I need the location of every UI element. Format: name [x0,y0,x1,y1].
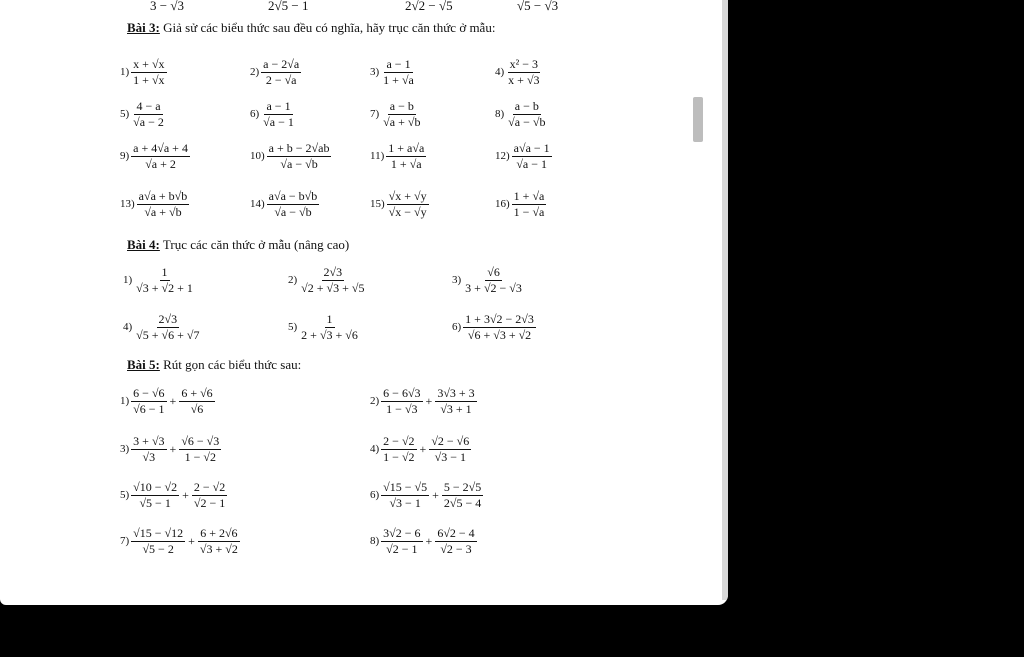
fraction-first-term [131,527,185,555]
item-number: 2) [250,66,260,79]
fraction-denominator: √5 − 1 [139,495,171,510]
bai4-item [452,266,524,294]
fraction-denominator: 1 + √a [383,72,414,87]
bai5-item [370,527,477,555]
fraction-first-term [131,387,166,415]
fraction-numerator: a − 1 [266,99,291,113]
fraction [131,58,166,86]
fraction-denominator: √5 + √6 + √7 [136,327,200,342]
fraction-denominator: √5 − 2 [142,541,174,556]
fraction [463,266,524,294]
fraction-first-term [381,435,416,463]
plus-sign: + [419,441,427,456]
fraction-first-term [381,481,429,509]
fraction-denominator: √3 + √2 [199,541,238,556]
bai5-item [120,435,221,463]
fraction-first-term [131,435,166,463]
fraction-denominator: √2 − 1 [386,541,418,556]
item-number: 1) [120,66,130,79]
bai3-item [120,190,189,218]
fraction-numerator: a√a − b√b [268,189,318,203]
plus-sign: + [169,441,177,456]
plus-sign: + [425,533,433,548]
fraction-numerator: 6 − √6 [133,386,165,400]
fraction [512,142,552,170]
fraction-denominator: √2 − 1 [193,495,226,510]
fraction-denominator: 1 − √2 [184,449,216,464]
fraction-denominator: √2 − 3 [440,541,472,556]
item-number: 10) [250,150,265,163]
bai4-label: Bài 4: [127,237,160,252]
fraction-numerator: √15 − √5 [383,480,428,494]
fraction-numerator: 6√2 − 4 [437,526,475,540]
fraction [506,58,541,86]
fraction-denominator: √a − 1 [263,114,294,129]
item-number: 5) [120,489,130,502]
fraction-numerator: 1 + √a [513,189,545,203]
fraction-denominator: √6 [190,401,204,416]
fraction-numerator: √10 − √2 [133,480,178,494]
bai3-item [250,100,296,128]
fraction-numerator: 6 + 2√6 [200,526,238,540]
fraction-denominator: √6 − 1 [133,401,165,416]
fraction [134,266,195,294]
fraction-second-term [179,387,214,415]
item-number: 15) [370,198,385,211]
fraction-numerator: √6 [487,265,500,279]
fraction-denominator: √3 + √2 + 1 [136,280,193,295]
page-right-border [722,0,728,600]
bai3-item [495,142,552,170]
fraction-denominator: 1 − √a [513,204,545,219]
fraction-denominator: 3 + √2 − √3 [465,280,522,295]
fraction-numerator: 1 + 3√2 − 2√3 [465,312,534,326]
fraction-denominator: √a − √b [274,204,312,219]
fraction-denominator: 2 − √a [265,72,297,87]
fraction-denominator: √a − 2 [133,114,164,129]
fraction-numerator: x + √x [133,57,165,71]
plus-sign: + [432,487,439,502]
fraction-numerator: 3 + √3 [133,434,165,448]
bai5-item [370,435,471,463]
fraction-numerator: a − 1 [386,57,411,71]
bai3-item [370,190,429,218]
fraction-numerator: 4 − a [136,99,161,113]
fraction [512,190,547,218]
bai5-label: Bài 5: [127,357,160,372]
fraction-denominator: √3 [142,449,156,464]
bai3-item [495,58,542,86]
plus-sign: + [425,393,433,408]
fraction-numerator: a − b [514,99,539,113]
fraction-numerator: 1 [326,312,333,326]
fraction-denominator: 2√5 − 4 [443,495,482,510]
fraction-numerator: 3√3 + 3 [437,386,475,400]
fraction-denominator: √3 − 1 [389,495,421,510]
fraction-denominator: 1 + √x [133,72,165,87]
bai3-item [495,100,547,128]
fraction-numerator: 6 − 6√3 [383,386,421,400]
bai3-item [370,58,416,86]
plus-sign: + [182,487,189,502]
fraction-denominator: √a + 2 [145,156,176,171]
bai4-item [123,266,195,294]
item-number: 2) [288,274,298,287]
item-number: 7) [120,535,130,548]
bai5-item [370,387,477,415]
bai4-item [123,313,201,341]
fraction [386,142,426,170]
fraction-numerator: 5 − 2√5 [443,480,482,494]
bai3-item [120,142,190,170]
item-number: 4) [123,321,133,334]
fraction-numerator: 2 − √2 [383,434,415,448]
item-number: 12) [495,150,510,163]
fraction [137,190,190,218]
item-number: 11) [370,150,385,163]
item-number: 13) [120,198,135,211]
fraction [463,313,536,341]
item-number: 4) [370,443,380,456]
fraction-numerator: a − b [389,99,414,113]
fraction-numerator: 6 + √6 [181,386,213,400]
bai3-item [370,100,422,128]
bai5-item [370,481,483,509]
fraction-denominator: 1 + √a [390,156,422,171]
bai3-item [250,190,319,218]
fraction-numerator: √15 − √12 [133,526,184,540]
fraction-denominator: √a + √b [144,204,182,219]
fraction [267,142,332,170]
fraction [261,58,301,86]
fraction-second-term [429,435,471,463]
fraction [387,190,429,218]
bai5-heading [127,357,301,373]
item-number: 8) [370,535,380,548]
fraction-second-term [198,527,240,555]
fraction-denominator: √3 − 1 [434,449,466,464]
top-expression-1: 3 − √3 [150,0,184,13]
item-number: 3) [452,274,462,287]
bai5-item [120,387,215,415]
fraction-denominator: √a − √b [508,114,546,129]
fraction-denominator: 2 + √3 + √6 [301,327,358,342]
item-number: 5) [288,321,298,334]
fraction-numerator: √6 − √3 [181,434,220,448]
bai5-item [120,481,227,509]
item-number: 8) [495,108,505,121]
fraction [134,313,201,341]
fraction-second-term [192,481,227,509]
fraction-numerator: a + b − 2√ab [268,141,330,155]
fraction [267,190,320,218]
bai4-heading [127,237,349,253]
fraction [506,100,547,128]
fraction [299,313,360,341]
bai4-item [288,313,360,341]
item-number: 9) [120,150,130,163]
fraction-second-term [435,387,476,415]
bai3-label: Bài 3: [127,20,160,35]
item-number: 5) [120,108,130,121]
item-number: 4) [495,66,505,79]
plus-sign: + [188,533,195,548]
fraction-denominator: x + √3 [508,72,540,87]
fraction-denominator: √2 + √3 + √5 [301,280,365,295]
bai3-text: Giả sử các biểu thức sau đều có nghĩa, hãy trục căn thức ở mẫu: [163,20,496,35]
fraction-numerator: 1 [161,265,168,279]
fraction-numerator: √x + √y [388,189,427,203]
fraction [131,142,190,170]
item-number: 6) [370,489,380,502]
item-number: 1) [120,395,130,408]
fraction-first-term [381,527,422,555]
item-number: 6) [250,108,260,121]
item-number: 1) [123,274,133,287]
fraction-denominator: √a − 1 [516,156,548,171]
top-expression-4: √5 − √3 [517,0,559,13]
fraction-denominator: √a − √b [280,156,318,171]
bai3-heading [127,20,495,36]
item-number: 2) [370,395,380,408]
fraction-denominator: √3 + 1 [440,401,472,416]
bai4-item [288,266,366,294]
fraction [381,100,422,128]
top-expression-2: 2√5 − 1 [268,0,309,13]
fraction-numerator: a√a + b√b [138,189,188,203]
fraction-numerator: 3√2 − 6 [383,526,421,540]
fraction-second-term [435,527,476,555]
fraction-numerator: a + 4√a + 4 [133,141,188,155]
bai3-item [120,58,167,86]
fraction [131,100,166,128]
plus-sign: + [169,393,177,408]
bai3-item [250,58,301,86]
item-number: 3) [370,66,380,79]
fraction-numerator: 2√3 [158,312,178,326]
bai5-item [120,527,240,555]
item-number: 7) [370,108,380,121]
fraction-denominator: √a + √b [383,114,421,129]
fraction-denominator: 1 − √2 [383,449,415,464]
item-number: 14) [250,198,265,211]
bai3-item [250,142,331,170]
fraction-numerator: 1 + a√a [388,141,425,155]
fraction-second-term [442,481,483,509]
fraction [261,100,296,128]
item-number: 3) [120,443,130,456]
fraction-second-term [179,435,221,463]
item-number: 6) [452,321,462,334]
bai3-item [120,100,166,128]
fraction [299,266,366,294]
fraction-first-term [381,387,422,415]
fraction-numerator: 2 − √2 [193,480,226,494]
bai4-text: Trục các căn thức ở mẫu (nâng cao) [162,237,350,252]
bai3-item [370,142,426,170]
fraction-numerator: √2 − √6 [431,434,470,448]
item-number: 16) [495,198,510,211]
fraction-denominator: 1 − √3 [386,401,418,416]
fraction-denominator: √x − √y [388,204,427,219]
fraction-numerator: x² − 3 [509,57,539,71]
bai5-text: Rút gọn các biểu thức sau: [163,357,302,372]
scrollbar-thumb[interactable] [693,97,703,142]
fraction-numerator: a − 2√a [263,57,300,71]
fraction-numerator: 2√3 [323,265,343,279]
bai3-item [495,190,546,218]
fraction-denominator: √6 + √3 + √2 [467,327,532,342]
bai4-item [452,313,536,341]
fraction-first-term [131,481,179,509]
top-expression-3: 2√2 − √5 [405,0,453,13]
fraction [381,58,416,86]
fraction-numerator: a√a − 1 [513,141,550,155]
